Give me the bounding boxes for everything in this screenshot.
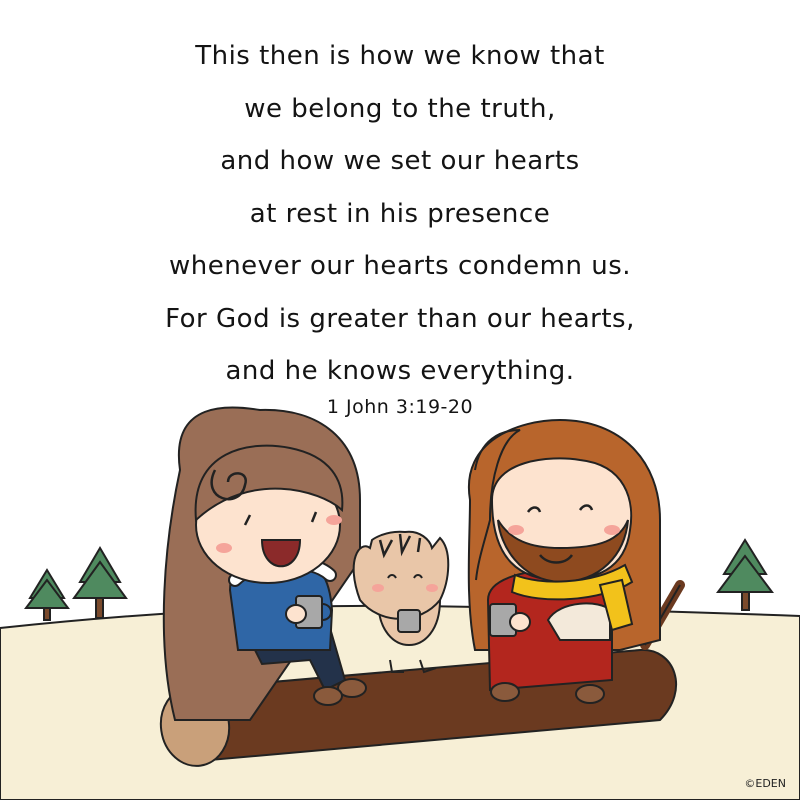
tree-icon	[26, 570, 68, 620]
girl-character	[164, 407, 366, 720]
verse-line: at rest in his presence	[249, 198, 551, 229]
verse-line: whenever our hearts condemn us.	[168, 251, 632, 281]
verse-line: For God is greater than our hearts,	[165, 303, 635, 334]
verse-line: This then is how we know that	[195, 41, 605, 71]
verse-line: and he knows everything.	[225, 356, 575, 386]
artist-credit: ©EDEN	[744, 777, 786, 790]
verse-line: we belong to the truth,	[244, 93, 556, 124]
tree-icon	[74, 548, 126, 618]
verse-text	[0, 30, 800, 398]
verse-reference: 1 John 3:19-20	[326, 396, 474, 418]
tree-icon	[718, 540, 772, 610]
verse-line: and how we set our hearts	[220, 146, 580, 176]
